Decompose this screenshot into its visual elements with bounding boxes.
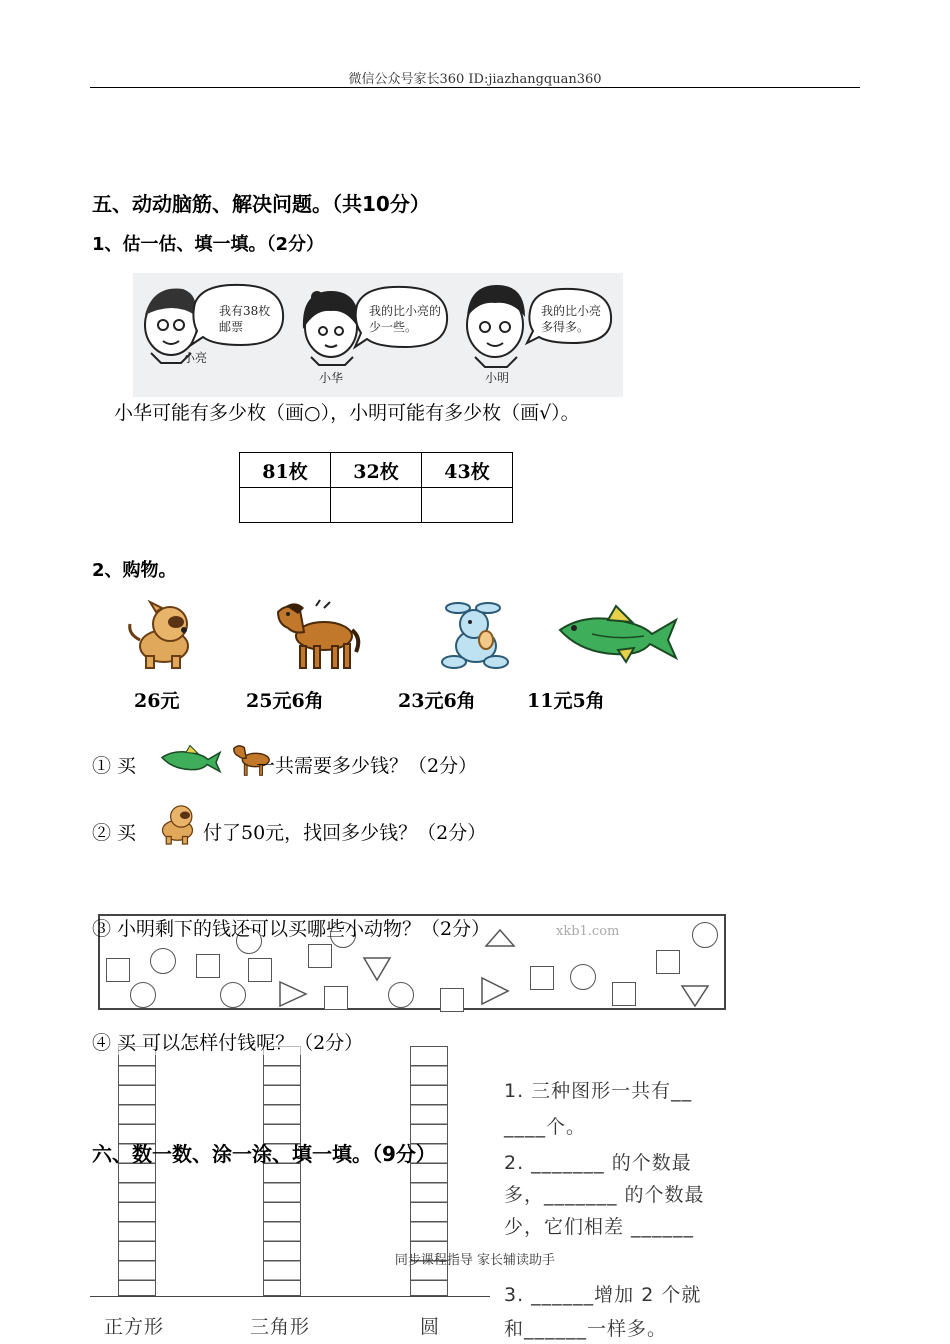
answer-cell-32[interactable]: [331, 488, 422, 523]
s6-q-line3: 2. _______ 的个数最: [504, 1152, 692, 1174]
s6-q-line2: ____个。: [504, 1116, 587, 1138]
s6-q-line5: 少，它们相差 ______: [504, 1216, 695, 1238]
stamp-option-43: 43枚: [422, 453, 513, 488]
answer-cell-81[interactable]: [240, 488, 331, 523]
stamp-option-32: 32枚: [331, 453, 422, 488]
horse-icon: [266, 598, 362, 674]
sub-q2-suffix: 付了50元，找回多少钱？（2分）: [203, 822, 487, 844]
s6-q-line6: 3. ______增加 2 个就: [504, 1284, 702, 1306]
bubble-text-3: 我的比小亮多得多。: [541, 304, 602, 334]
baseline: [90, 1296, 490, 1297]
sub-q1-prefix: ① 买: [92, 755, 137, 777]
stamp-option-81: 81枚: [240, 453, 331, 488]
price-rabbit: 23元6角: [398, 690, 476, 712]
column-label-square: 正方形: [104, 1316, 165, 1338]
column-label-circle: 圆: [420, 1316, 441, 1338]
name-label-2: 小华: [319, 371, 344, 385]
page-header: 微信公众号家长360 ID:jiazhangquan360: [348, 72, 602, 87]
price-fish: 11元5角: [527, 690, 605, 712]
cartoon-illustration: [133, 273, 623, 397]
header-rule: [90, 87, 860, 88]
name-label-3: 小明: [485, 371, 510, 385]
watermark: xkb1.com: [556, 924, 620, 939]
s6-q-line7: 和______一样多。: [504, 1318, 668, 1340]
section-6-title: 六、数一数、涂一涂、填一填。（9分）: [92, 1142, 436, 1166]
s6-q-line4: 多，_______ 的个数最: [504, 1184, 705, 1206]
sub-q3: ③ 小明剩下的钱还可以买哪些小动物？（2分）: [92, 918, 491, 940]
boy-xiaoming-icon: [467, 285, 525, 367]
price-dog: 26元: [134, 690, 180, 712]
sub-q2-prefix: ② 买: [92, 822, 137, 844]
q1-title: 1、估一估、填一填。（2分）: [92, 234, 325, 255]
answer-cell-43[interactable]: [422, 488, 513, 523]
stamp-table: [239, 452, 513, 523]
s6-q-line1: 1. 三种图形一共有__: [504, 1080, 693, 1102]
price-horse: 25元6角: [246, 690, 324, 712]
rabbit-icon: [438, 600, 514, 672]
small-fish-icon: [160, 742, 222, 778]
q1-prompt: 小华可能有多少枚（画○），小明可能有多少枚（画√）。: [114, 402, 580, 424]
column-label-triangle: 三角形: [250, 1316, 311, 1338]
name-label-1: 小亮: [183, 351, 208, 365]
sub-q1-suffix: 一共需要多少钱？（2分）: [256, 755, 478, 777]
bubble-text-2: 我的比小亮的少一些。: [369, 304, 442, 334]
section-5-title: 五、动动脑筋、解决问题。（共10分）: [92, 192, 430, 216]
page-footer: 同步课程指导 家长辅读助手: [394, 1253, 556, 1268]
bubble-text-1: 我有38枚邮票: [219, 304, 271, 334]
q2-title: 2、购物。: [92, 560, 177, 581]
fish-icon: [556, 604, 680, 666]
dog-icon: [120, 600, 200, 672]
girl-xiaohua-icon: [303, 291, 359, 365]
sub-q4: ④ 买 可以怎样付钱呢？（2分）: [92, 1028, 363, 1055]
small-dog-icon: [150, 796, 200, 852]
